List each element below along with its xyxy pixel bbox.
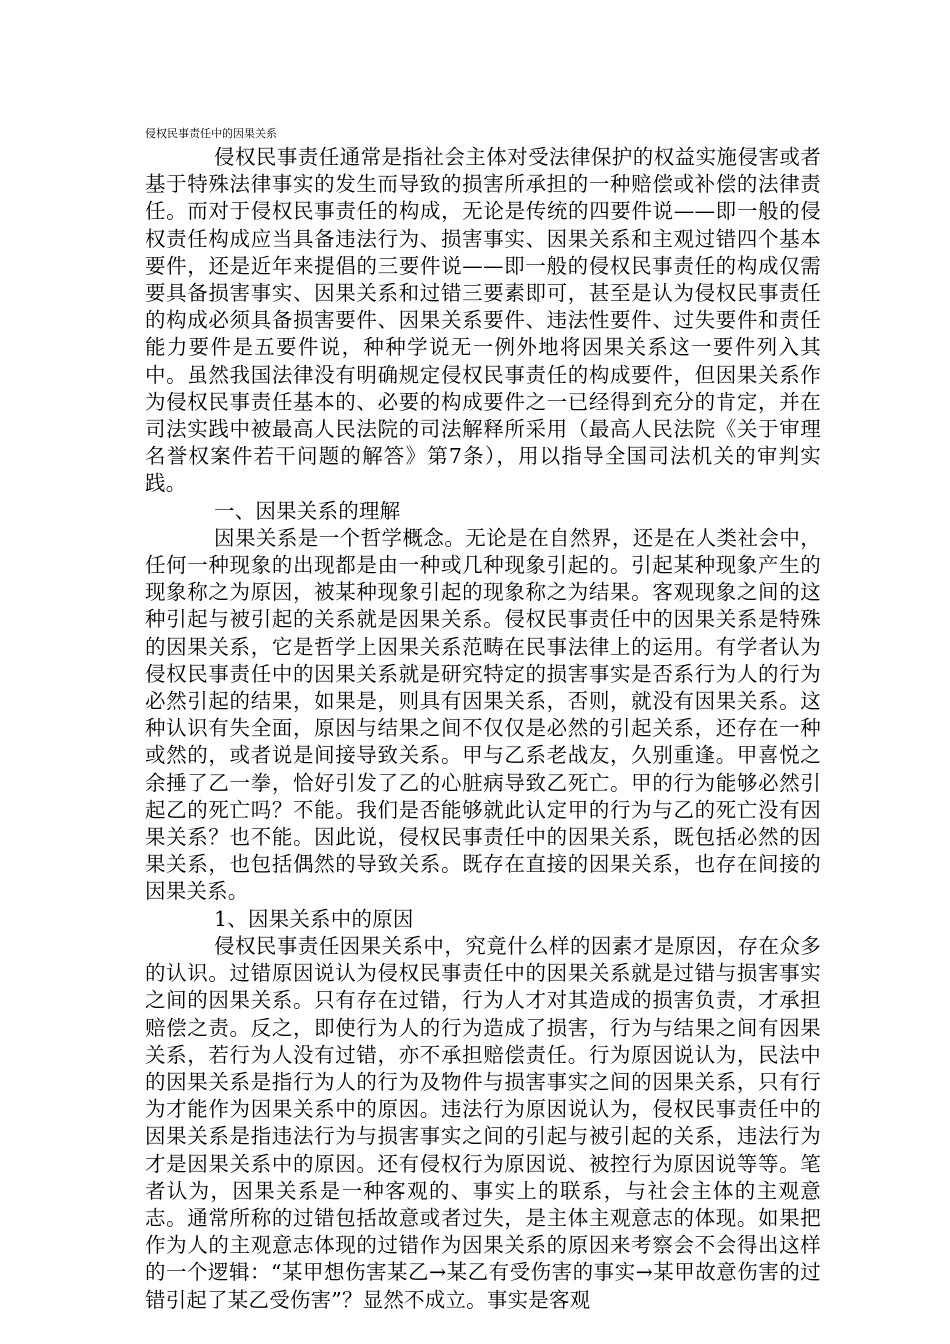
intro-paragraph: 侵权民事责任通常是指社会主体对受法律保护的权益实施侵害或者基于特殊法律事实的发生而导致的损害所承担的一种赔偿或补偿的法律责任。而对于侵权民事责任的构成，无论是传统的四要件说——即一般的侵权责任构成应当具备违法行为、损害事实、因果关系和主观过错四个基本要件，还是近年来提倡的三要件说——即一般的侵权民事责任的构成仅需要具备损害事实、因果关系和过错三要素即可，甚至是认为侵权民事责任的构成必须具备损害要件、因果关系要件、违法性要件、过失要件和责任能力要件是五要件说，种种学说无一例外地将因果关系这一要件列入其中。虽然我国法律没有明确规定侵权民事责任的构成要件，但因果关系作为侵权民事责任基本的、必要的构成要件之一已经得到充分的肯定，并在司法实践中被最高人民法院的司法解释所采用（最高人民法院《关于审理名誉权案件若干问题的解答》第7条），用以指导全国司法机关的审判实践。 bbox=[145, 145, 821, 496]
section-paragraph-understanding: 因果关系是一个哲学概念。无论是在自然界，还是在人类社会中，任何一种现象的出现都是由一种或几种现象引起的。引起某种现象产生的现象称之为原因，被某种现象引起的现象称之为结果。客观现象之间的这种引起与被引起的关系就是因果关系。侵权民事责任中的因果关系是特殊的因果关系，它是哲学上因果关系范畴在民事法律上的运用。有学者认为侵权民事责任中的因果关系就是研究特定的损害事实是否系行为人的行为必然引起的结果，如果是，则具有因果关系，否则，就没有因果关系。这种认识有失全面，原因与结果之间不仅仅是必然的引起关系，还存在一种或然的，或者说是间接导致关系。甲与乙系老战友，久别重逢。甲喜悦之余捶了乙一拳，恰好引发了乙的心脏病导致乙死亡。甲的行为能够必然引起乙的死亡吗？不能。我们是否能够就此认定甲的行为与乙的死亡没有因果关系？也不能。因此说，侵权民事责任中的因果关系，既包括必然的因果关系，也包括偶然的导致关系。既存在直接的因果关系，也存在间接的因果关系。 bbox=[145, 525, 821, 904]
section-heading-understanding: 一、因果关系的理解 bbox=[214, 498, 401, 523]
subsection-heading-cause: 1、因果关系中的原因 bbox=[214, 906, 414, 931]
document-page bbox=[145, 126, 821, 1314]
document-title: 侵权民事责任中的因果关系 bbox=[145, 127, 277, 140]
subsection-paragraph-cause: 侵权民事责任因果关系中，究竟什么样的因素才是原因，存在众多的认识。过错原因说认为侵权民事责任中的因果关系就是过错与损害事实之间的因果关系。只有存在过错，行为人才对其造成的损害负责，才承担赔偿之责。反之，即使行为人的行为造成了损害，行为与结果之间有因果关系，若行为人没有过错，亦不承担赔偿责任。行为原因说认为，民法中的因果关系是指行为人的行为及物件与损害事实之间的因果关系，只有行为才能作为因果关系中的原因。违法行为原因说认为，侵权民事责任中的因果关系是指违法行为与损害事实之间的引起与被引起的关系，违法行为才是因果关系中的原因。还有侵权行为原因说、被控行为原因说等等。笔者认为，因果关系是一种客观的、事实上的联系，与社会主体的主观意志。通常所称的过错包括故意或者过失，是主体主观意志的体现。如果把作为人的主观意志体现的过错作为因果关系的原因来考察会不会得出这样的一个逻辑：“某甲想伤害某乙→某乙有受伤害的事实→某甲故意伤害的过错引起了某乙受伤害”？显然不成立。事实是客观 bbox=[145, 933, 821, 1312]
